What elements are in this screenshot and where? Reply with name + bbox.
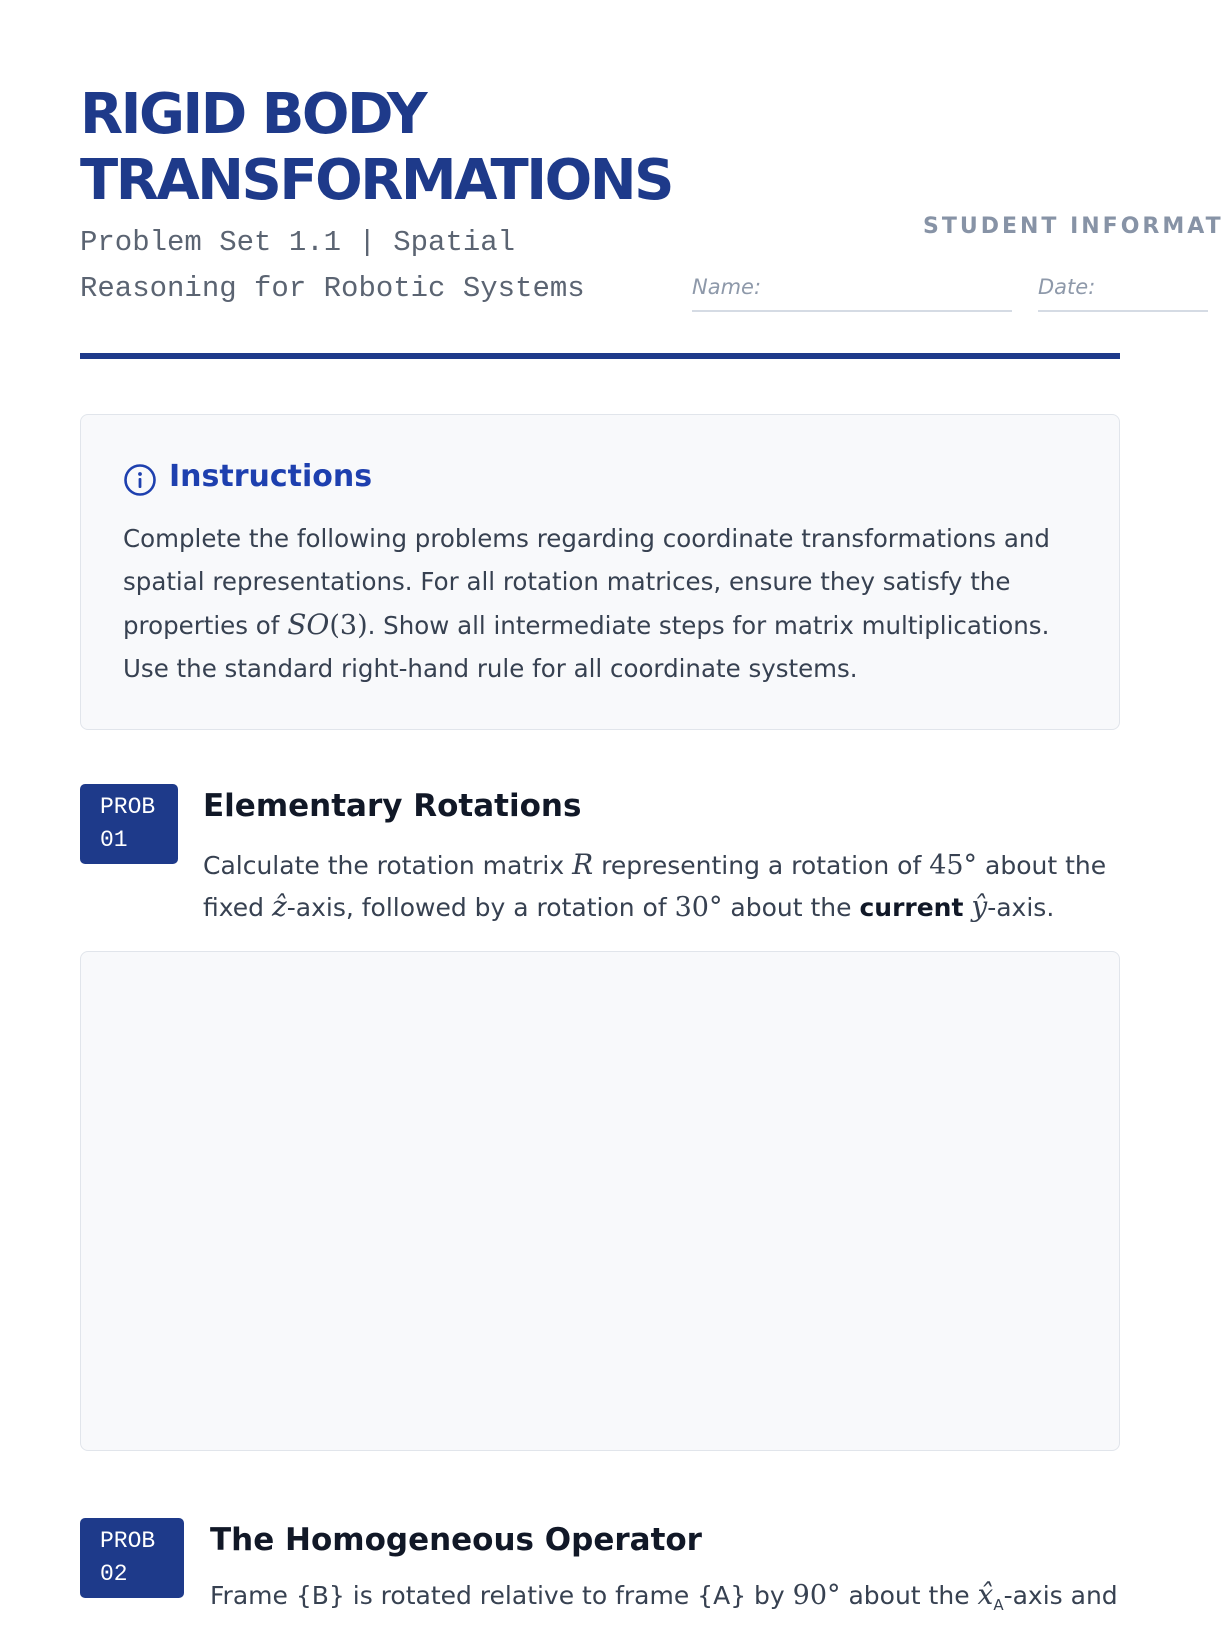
answer-box[interactable] xyxy=(80,951,1120,1451)
date-field[interactable] xyxy=(1038,268,1208,312)
info-icon xyxy=(123,463,157,497)
problem-text: Frame {B} is rotated relative to frame {A} by 90° about the $x̂_A$-axis and xyxy=(210,1578,1118,1614)
problem-title: The Homogeneous Operator xyxy=(210,1522,702,1558)
instructions-text: Complete the following problems regarding coordinate transformations and spatial representations. For all rotation matrices, ensure they satisfy the properties of SO(3). Show all intermediate steps for matrix multiplications. Use the standard right-hand rule for all coordinate systems. xyxy=(123,524,1050,683)
student-information-label: STUDENT INFORMAT xyxy=(923,214,1224,239)
so3-math: SO xyxy=(287,608,330,641)
title-line-1: RIGID BODY xyxy=(80,82,425,147)
name-field-label: Name: xyxy=(692,275,762,299)
problem-badge-01: PROB 01 xyxy=(80,784,178,864)
name-field[interactable] xyxy=(692,268,1012,312)
title-line-2: TRANSFORMATIONS xyxy=(80,148,672,213)
worksheet-title xyxy=(80,82,672,214)
problem-text: Calculate the rotation matrix R representing a rotation of 45° about the fixed ẑ-axis, followed by a rotation of 30° about the current ŷ-axis. xyxy=(203,848,1107,923)
problem-badge-02: PROB 02 xyxy=(80,1518,184,1598)
worksheet-subtitle: Problem Set 1.1 | Spatial Reasoning for Robotic Systems xyxy=(80,226,585,305)
instructions-heading: Instructions xyxy=(169,459,373,494)
problem-title: Elementary Rotations xyxy=(203,788,582,824)
date-field-label: Date: xyxy=(1038,275,1096,299)
instructions-panel xyxy=(80,414,1120,730)
header-divider xyxy=(80,353,1120,359)
